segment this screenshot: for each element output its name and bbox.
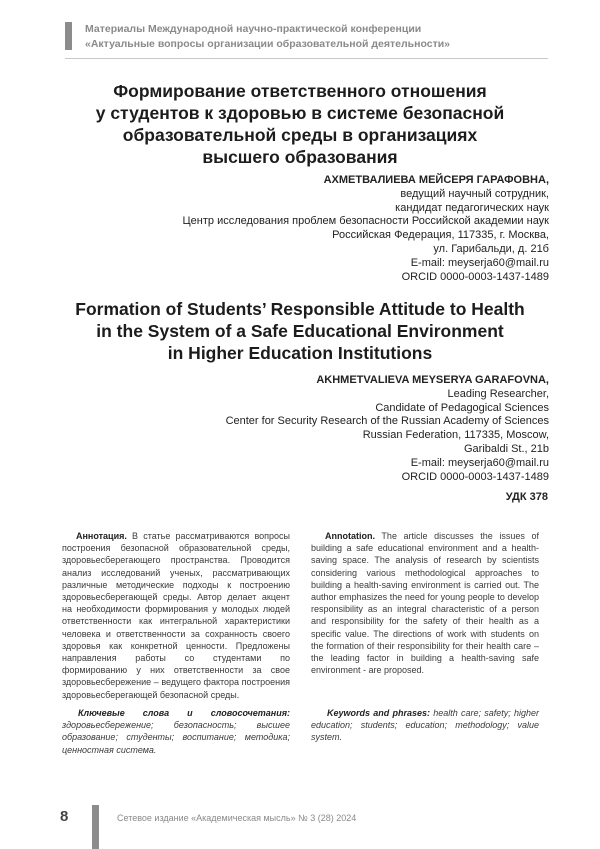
title-ru-line3: образовательной среды в организациях [122, 125, 478, 145]
keywords-ru-label: Ключевые слова и словосочетания: [78, 708, 290, 718]
title-en-line1: Formation of Students’ Responsible Attitude to Health [75, 299, 525, 319]
author-address-en: Russian Federation, 117335, Moscow, [362, 429, 549, 442]
title-ru-line4: высшего образования [202, 147, 398, 167]
author-block-en [226, 374, 549, 484]
author-name-en: AKHMETVALIEVA MEYSERYA GARAFOVNA, [316, 374, 549, 386]
page-number: 8 [60, 808, 69, 825]
author-position-en: Leading Researcher, [447, 387, 549, 400]
author-affiliation-en: Center for Security Research of the Russian Academy of Sciences [225, 415, 549, 428]
abstract-ru [62, 530, 290, 701]
title-en-line2: in the System of a Safe Educational Environment [96, 321, 504, 341]
abstract-en-text: The article discusses the issues of building a safe educational environment and a health-saving space. The analysis of research by scientists considering various methodological approaches to building a health-saving environment is carried out. The author emphasizes the need for young people to develop responsibility as an integral characteristic of a person and responsibility for the safety of their health as a specific value. The directions of work with students on the formation of their responsibility for their health care – the leading factor in building a health-saving safe environment - are proposed. [311, 531, 539, 676]
journal-footer: Сетевое издание «Академическая мысль» № 3 (28) 2024 [117, 813, 357, 823]
author-affiliation-ru: Центр исследования проблем безопасности Российской академии наук [182, 215, 549, 228]
keywords-ru-text: здоровьесбережение; безопасность; высшее образование; студенты; воспитание; методика; ценностная система. [62, 720, 290, 755]
conference-header-line1: Материалы Международной научно-практической конференции [85, 23, 422, 35]
conference-header-line2: «Актуальные вопросы организации образовательной деятельности» [85, 38, 451, 50]
keywords-en-text: health care; safety; higher education; students; education; methodology; value system. [311, 708, 539, 743]
keywords-ru [62, 707, 290, 756]
article-title-en [62, 298, 538, 364]
author-orcid-en: ORCID 0000-0003-1437-1489 [401, 470, 549, 483]
author-orcid-ru: ORCID 0000-0003-1437-1489 [401, 270, 549, 283]
title-ru-line2: у студентов к здоровью в системе безопасной [95, 103, 505, 123]
abstract-en-label: Annotation. [325, 531, 375, 541]
header-divider [65, 58, 548, 59]
abstract-en [311, 530, 539, 676]
keywords-en [311, 707, 539, 744]
title-ru-line1: Формирование ответственного отношения [113, 81, 487, 101]
author-name-ru: АХМЕТВАЛИЕВА МЕЙСЕРЯ ГАРАФОВНА, [323, 174, 549, 186]
author-street-ru: ул. Гарибальди, д. 21б [433, 242, 549, 255]
abstract-ru-label: Аннотация. [76, 531, 127, 541]
author-street-en: Garibaldi St., 21b [464, 442, 549, 455]
author-degree-en: Candidate of Pedagogical Sciences [375, 401, 549, 414]
header-accent-bar [65, 22, 72, 50]
author-position-ru: ведущий научный сотрудник, [400, 187, 549, 200]
author-degree-ru: кандидат педагогических наук [395, 201, 549, 214]
keywords-en-label: Keywords and phrases: [327, 708, 430, 718]
udc-code: УДК 378 [505, 491, 548, 503]
title-en-line3: in Higher Education Institutions [167, 343, 433, 363]
footer-accent-bar [92, 805, 99, 849]
author-address-ru: Российская Федерация, 117335, г. Москва, [332, 229, 549, 242]
author-email-ru: E-mail: meyserja60@mail.ru [410, 256, 549, 269]
author-email-en: E-mail: meyserja60@mail.ru [410, 456, 549, 469]
article-title-ru [62, 80, 538, 168]
conference-header [85, 22, 450, 52]
author-block-ru [183, 174, 549, 284]
abstract-ru-text: В статье рассматриваются вопросы построения безопасной образовательной среды, здоровьесберегающего пространства. Проводится анализ исследований ученых, рассматривающих различные методические подходы к построению здоровьесберегающей среды. Автор делает акцент на необходимости формирования у молодых людей ответственности как интегральной характеристики человека и ответственности за сохранность своего здоровья как конкретной ценности. Предложены направления работы со студентами по формированию у них ответственности за свое здоровьесбережение – ведущего фактора построения здоровьесберегающей безопасной среды. [62, 531, 290, 700]
